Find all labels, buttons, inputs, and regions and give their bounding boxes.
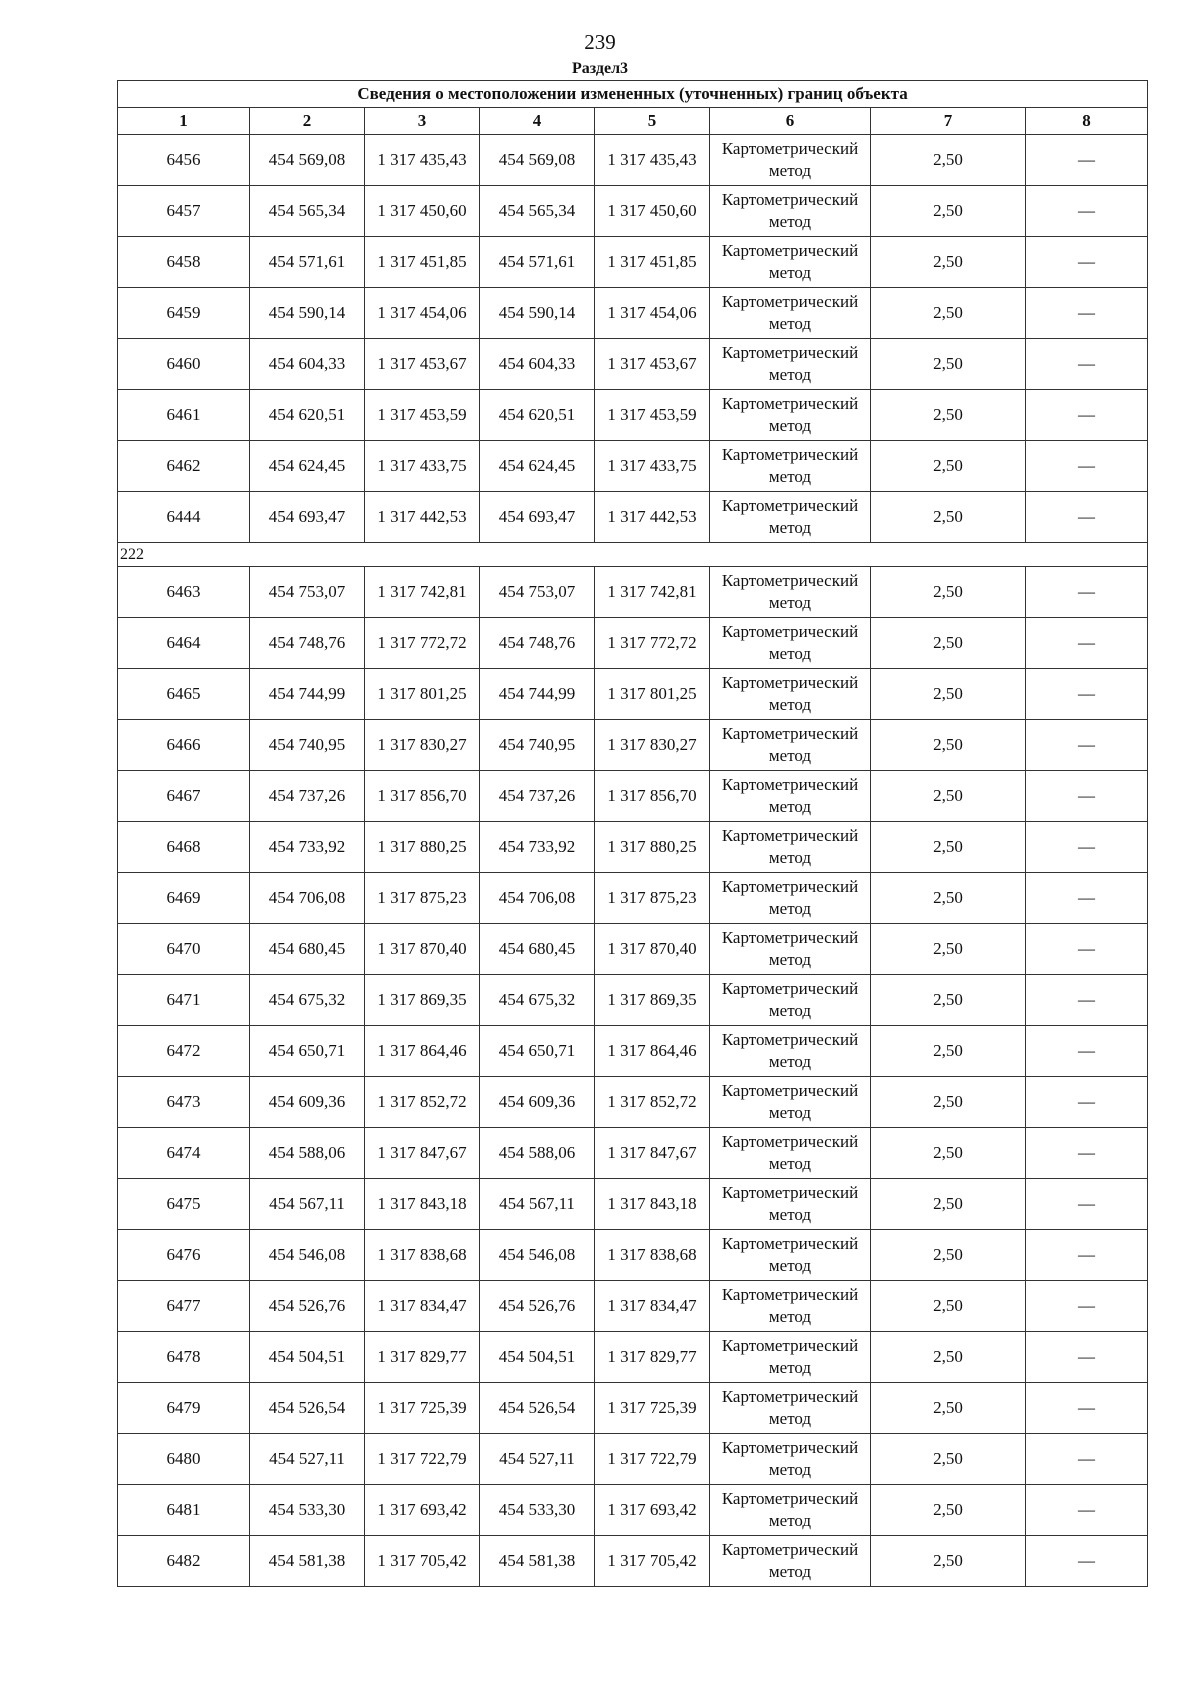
x-cell: 454 571,61 (250, 237, 365, 288)
page-number: 239 (584, 30, 616, 54)
note-cell: — (1026, 771, 1148, 822)
method-cell: Картометрический метод (710, 669, 871, 720)
point-number-cell: 6480 (118, 1434, 250, 1485)
accuracy-cell: 2,50 (871, 975, 1026, 1026)
y-cell: 1 317 801,25 (365, 669, 480, 720)
accuracy-cell: 2,50 (871, 1485, 1026, 1536)
x-cell: 454 533,30 (250, 1485, 365, 1536)
point-number-cell: 6457 (118, 186, 250, 237)
column-header: 5 (595, 108, 710, 135)
x-new-cell: 454 609,36 (480, 1077, 595, 1128)
x-cell: 454 565,34 (250, 186, 365, 237)
y-new-cell: 1 317 875,23 (595, 873, 710, 924)
x-cell: 454 569,08 (250, 135, 365, 186)
y-new-cell: 1 317 454,06 (595, 288, 710, 339)
x-cell: 454 675,32 (250, 975, 365, 1026)
table-row (118, 669, 1148, 720)
note-cell: — (1026, 288, 1148, 339)
table-row (118, 1230, 1148, 1281)
accuracy-cell: 2,50 (871, 822, 1026, 873)
table-row (118, 822, 1148, 873)
y-cell: 1 317 772,72 (365, 618, 480, 669)
y-new-cell: 1 317 830,27 (595, 720, 710, 771)
note-cell: — (1026, 822, 1148, 873)
method-cell: Картометрический метод (710, 186, 871, 237)
point-number-cell: 6477 (118, 1281, 250, 1332)
point-number-cell: 6462 (118, 441, 250, 492)
accuracy-cell: 2,50 (871, 1077, 1026, 1128)
note-cell: — (1026, 975, 1148, 1026)
point-number-cell: 6481 (118, 1485, 250, 1536)
x-new-cell: 454 680,45 (480, 924, 595, 975)
y-cell: 1 317 442,53 (365, 492, 480, 543)
note-cell: — (1026, 720, 1148, 771)
y-cell: 1 317 722,79 (365, 1434, 480, 1485)
x-new-cell: 454 526,76 (480, 1281, 595, 1332)
x-new-cell: 454 504,51 (480, 1332, 595, 1383)
y-new-cell: 1 317 856,70 (595, 771, 710, 822)
y-new-cell: 1 317 852,72 (595, 1077, 710, 1128)
x-cell: 454 693,47 (250, 492, 365, 543)
y-cell: 1 317 869,35 (365, 975, 480, 1026)
y-new-cell: 1 317 843,18 (595, 1179, 710, 1230)
table-row (118, 567, 1148, 618)
note-cell: — (1026, 186, 1148, 237)
column-header: 6 (710, 108, 871, 135)
x-cell: 454 590,14 (250, 288, 365, 339)
note-cell: — (1026, 1230, 1148, 1281)
table-row (118, 288, 1148, 339)
accuracy-cell: 2,50 (871, 771, 1026, 822)
y-cell: 1 317 847,67 (365, 1128, 480, 1179)
accuracy-cell: 2,50 (871, 1128, 1026, 1179)
note-cell: — (1026, 924, 1148, 975)
method-cell: Картометрический метод (710, 1536, 871, 1587)
column-header: 4 (480, 108, 595, 135)
accuracy-cell: 2,50 (871, 669, 1026, 720)
column-header: 7 (871, 108, 1026, 135)
method-cell: Картометрический метод (710, 339, 871, 390)
point-number-cell: 6482 (118, 1536, 250, 1587)
y-new-cell: 1 317 693,42 (595, 1485, 710, 1536)
y-new-cell: 1 317 864,46 (595, 1026, 710, 1077)
point-number-cell: 6471 (118, 975, 250, 1026)
x-new-cell: 454 624,45 (480, 441, 595, 492)
table-row (118, 924, 1148, 975)
x-cell: 454 504,51 (250, 1332, 365, 1383)
x-new-cell: 454 567,11 (480, 1179, 595, 1230)
y-cell: 1 317 693,42 (365, 1485, 480, 1536)
method-cell: Картометрический метод (710, 720, 871, 771)
accuracy-cell: 2,50 (871, 618, 1026, 669)
point-number-cell: 6470 (118, 924, 250, 975)
x-new-cell: 454 753,07 (480, 567, 595, 618)
point-number-cell: 6456 (118, 135, 250, 186)
table-row (118, 1434, 1148, 1485)
x-cell: 454 740,95 (250, 720, 365, 771)
y-new-cell: 1 317 450,60 (595, 186, 710, 237)
x-new-cell: 454 693,47 (480, 492, 595, 543)
method-cell: Картометрический метод (710, 1332, 871, 1383)
y-cell: 1 317 870,40 (365, 924, 480, 975)
x-new-cell: 454 590,14 (480, 288, 595, 339)
x-new-cell: 454 604,33 (480, 339, 595, 390)
note-cell: — (1026, 567, 1148, 618)
x-cell: 454 706,08 (250, 873, 365, 924)
note-cell: — (1026, 1077, 1148, 1128)
table-row (118, 1281, 1148, 1332)
table-body (118, 135, 1148, 1587)
x-cell: 454 624,45 (250, 441, 365, 492)
x-new-cell: 454 706,08 (480, 873, 595, 924)
y-new-cell: 1 317 847,67 (595, 1128, 710, 1179)
point-number-cell: 6472 (118, 1026, 250, 1077)
x-new-cell: 454 733,92 (480, 822, 595, 873)
table-row (118, 720, 1148, 771)
accuracy-cell: 2,50 (871, 288, 1026, 339)
point-number-cell: 6467 (118, 771, 250, 822)
y-cell: 1 317 838,68 (365, 1230, 480, 1281)
x-new-cell: 454 675,32 (480, 975, 595, 1026)
method-cell: Картометрический метод (710, 771, 871, 822)
point-number-cell: 6474 (118, 1128, 250, 1179)
table-caption: Сведения о местоположении измененных (уточненных) границ объекта (118, 81, 1148, 108)
point-number-cell: 6468 (118, 822, 250, 873)
x-new-cell: 454 748,76 (480, 618, 595, 669)
table-row (118, 1332, 1148, 1383)
y-new-cell: 1 317 705,42 (595, 1536, 710, 1587)
accuracy-cell: 2,50 (871, 1383, 1026, 1434)
y-new-cell: 1 317 725,39 (595, 1383, 710, 1434)
y-cell: 1 317 705,42 (365, 1536, 480, 1587)
x-cell: 454 650,71 (250, 1026, 365, 1077)
table-row (118, 1485, 1148, 1536)
accuracy-cell: 2,50 (871, 720, 1026, 771)
accuracy-cell: 2,50 (871, 567, 1026, 618)
point-number-cell: 6464 (118, 618, 250, 669)
y-new-cell: 1 317 829,77 (595, 1332, 710, 1383)
note-cell: — (1026, 873, 1148, 924)
note-cell: — (1026, 1332, 1148, 1383)
accuracy-cell: 2,50 (871, 492, 1026, 543)
y-new-cell: 1 317 834,47 (595, 1281, 710, 1332)
x-new-cell: 454 744,99 (480, 669, 595, 720)
x-cell: 454 744,99 (250, 669, 365, 720)
y-new-cell: 1 317 801,25 (595, 669, 710, 720)
x-cell: 454 620,51 (250, 390, 365, 441)
method-cell: Картометрический метод (710, 492, 871, 543)
note-cell: — (1026, 441, 1148, 492)
y-new-cell: 1 317 870,40 (595, 924, 710, 975)
x-new-cell: 454 571,61 (480, 237, 595, 288)
y-cell: 1 317 843,18 (365, 1179, 480, 1230)
table-row (118, 441, 1148, 492)
method-cell: Картометрический метод (710, 618, 871, 669)
group-label-row (118, 543, 1148, 567)
point-number-cell: 6460 (118, 339, 250, 390)
column-header: 3 (365, 108, 480, 135)
x-new-cell: 454 737,26 (480, 771, 595, 822)
x-cell: 454 546,08 (250, 1230, 365, 1281)
y-new-cell: 1 317 742,81 (595, 567, 710, 618)
method-cell: Картометрический метод (710, 1128, 871, 1179)
accuracy-cell: 2,50 (871, 1230, 1026, 1281)
x-cell: 454 526,76 (250, 1281, 365, 1332)
y-cell: 1 317 829,77 (365, 1332, 480, 1383)
table-row (118, 618, 1148, 669)
x-cell: 454 680,45 (250, 924, 365, 975)
method-cell: Картометрический метод (710, 924, 871, 975)
x-cell: 454 609,36 (250, 1077, 365, 1128)
x-new-cell: 454 527,11 (480, 1434, 595, 1485)
table-row (118, 492, 1148, 543)
note-cell: — (1026, 237, 1148, 288)
y-cell: 1 317 834,47 (365, 1281, 480, 1332)
table-header-row (118, 108, 1148, 135)
y-new-cell: 1 317 435,43 (595, 135, 710, 186)
method-cell: Картометрический метод (710, 1485, 871, 1536)
y-cell: 1 317 856,70 (365, 771, 480, 822)
method-cell: Картометрический метод (710, 1179, 871, 1230)
point-number-cell: 6465 (118, 669, 250, 720)
y-cell: 1 317 852,72 (365, 1077, 480, 1128)
table-row (118, 873, 1148, 924)
column-header: 2 (250, 108, 365, 135)
accuracy-cell: 2,50 (871, 390, 1026, 441)
note-cell: — (1026, 135, 1148, 186)
method-cell: Картометрический метод (710, 1383, 871, 1434)
table-row (118, 1128, 1148, 1179)
method-cell: Картометрический метод (710, 1026, 871, 1077)
x-new-cell: 454 581,38 (480, 1536, 595, 1587)
point-number-cell: 6466 (118, 720, 250, 771)
method-cell: Картометрический метод (710, 237, 871, 288)
x-cell: 454 567,11 (250, 1179, 365, 1230)
note-cell: — (1026, 492, 1148, 543)
x-cell: 454 733,92 (250, 822, 365, 873)
y-new-cell: 1 317 838,68 (595, 1230, 710, 1281)
y-new-cell: 1 317 442,53 (595, 492, 710, 543)
note-cell: — (1026, 1536, 1148, 1587)
note-cell: — (1026, 618, 1148, 669)
accuracy-cell: 2,50 (871, 1536, 1026, 1587)
table-row (118, 1026, 1148, 1077)
x-cell: 454 748,76 (250, 618, 365, 669)
x-cell: 454 527,11 (250, 1434, 365, 1485)
accuracy-cell: 2,50 (871, 873, 1026, 924)
column-header: 8 (1026, 108, 1148, 135)
x-new-cell: 454 533,30 (480, 1485, 595, 1536)
y-cell: 1 317 451,85 (365, 237, 480, 288)
point-number-cell: 6463 (118, 567, 250, 618)
table-row (118, 135, 1148, 186)
y-new-cell: 1 317 433,75 (595, 441, 710, 492)
note-cell: — (1026, 1485, 1148, 1536)
y-cell: 1 317 453,67 (365, 339, 480, 390)
y-cell: 1 317 453,59 (365, 390, 480, 441)
note-cell: — (1026, 1434, 1148, 1485)
x-new-cell: 454 740,95 (480, 720, 595, 771)
x-cell: 454 526,54 (250, 1383, 365, 1434)
accuracy-cell: 2,50 (871, 135, 1026, 186)
point-number-cell: 6476 (118, 1230, 250, 1281)
note-cell: — (1026, 669, 1148, 720)
method-cell: Картометрический метод (710, 1077, 871, 1128)
x-cell: 454 588,06 (250, 1128, 365, 1179)
x-cell: 454 604,33 (250, 339, 365, 390)
note-cell: — (1026, 339, 1148, 390)
x-new-cell: 454 565,34 (480, 186, 595, 237)
note-cell: — (1026, 1281, 1148, 1332)
x-new-cell: 454 588,06 (480, 1128, 595, 1179)
point-number-cell: 6444 (118, 492, 250, 543)
point-number-cell: 6461 (118, 390, 250, 441)
table-row (118, 1077, 1148, 1128)
accuracy-cell: 2,50 (871, 186, 1026, 237)
method-cell: Картометрический метод (710, 390, 871, 441)
note-cell: — (1026, 390, 1148, 441)
method-cell: Картометрический метод (710, 975, 871, 1026)
method-cell: Картометрический метод (710, 873, 871, 924)
note-cell: — (1026, 1383, 1148, 1434)
y-cell: 1 317 435,43 (365, 135, 480, 186)
accuracy-cell: 2,50 (871, 339, 1026, 390)
method-cell: Картометрический метод (710, 135, 871, 186)
accuracy-cell: 2,50 (871, 1332, 1026, 1383)
y-new-cell: 1 317 880,25 (595, 822, 710, 873)
y-cell: 1 317 742,81 (365, 567, 480, 618)
x-cell: 454 753,07 (250, 567, 365, 618)
x-new-cell: 454 526,54 (480, 1383, 595, 1434)
group-label: 222 (118, 543, 1148, 567)
table-row (118, 1179, 1148, 1230)
note-cell: — (1026, 1179, 1148, 1230)
method-cell: Картометрический метод (710, 1434, 871, 1485)
y-new-cell: 1 317 869,35 (595, 975, 710, 1026)
method-cell: Картометрический метод (710, 288, 871, 339)
table-row (118, 339, 1148, 390)
table-row (118, 1536, 1148, 1587)
note-cell: — (1026, 1128, 1148, 1179)
y-cell: 1 317 725,39 (365, 1383, 480, 1434)
point-number-cell: 6458 (118, 237, 250, 288)
accuracy-cell: 2,50 (871, 1179, 1026, 1230)
y-cell: 1 317 864,46 (365, 1026, 480, 1077)
table-row (118, 975, 1148, 1026)
y-cell: 1 317 875,23 (365, 873, 480, 924)
accuracy-cell: 2,50 (871, 924, 1026, 975)
accuracy-cell: 2,50 (871, 237, 1026, 288)
y-new-cell: 1 317 772,72 (595, 618, 710, 669)
x-new-cell: 454 620,51 (480, 390, 595, 441)
table-row (118, 390, 1148, 441)
point-number-cell: 6478 (118, 1332, 250, 1383)
table-row (118, 1383, 1148, 1434)
y-new-cell: 1 317 453,67 (595, 339, 710, 390)
x-new-cell: 454 650,71 (480, 1026, 595, 1077)
y-cell: 1 317 450,60 (365, 186, 480, 237)
column-header: 1 (118, 108, 250, 135)
section-title: Раздел3 (571, 60, 629, 77)
method-cell: Картометрический метод (710, 822, 871, 873)
boundary-coordinates-table (117, 80, 1148, 1587)
method-cell: Картометрический метод (710, 1230, 871, 1281)
accuracy-cell: 2,50 (871, 1281, 1026, 1332)
y-new-cell: 1 317 722,79 (595, 1434, 710, 1485)
accuracy-cell: 2,50 (871, 1026, 1026, 1077)
point-number-cell: 6479 (118, 1383, 250, 1434)
x-new-cell: 454 546,08 (480, 1230, 595, 1281)
x-cell: 454 737,26 (250, 771, 365, 822)
table-row (118, 237, 1148, 288)
accuracy-cell: 2,50 (871, 441, 1026, 492)
y-cell: 1 317 454,06 (365, 288, 480, 339)
y-cell: 1 317 830,27 (365, 720, 480, 771)
table-row (118, 771, 1148, 822)
accuracy-cell: 2,50 (871, 1434, 1026, 1485)
x-new-cell: 454 569,08 (480, 135, 595, 186)
y-new-cell: 1 317 451,85 (595, 237, 710, 288)
point-number-cell: 6473 (118, 1077, 250, 1128)
y-cell: 1 317 433,75 (365, 441, 480, 492)
method-cell: Картометрический метод (710, 1281, 871, 1332)
point-number-cell: 6469 (118, 873, 250, 924)
y-cell: 1 317 880,25 (365, 822, 480, 873)
x-cell: 454 581,38 (250, 1536, 365, 1587)
point-number-cell: 6475 (118, 1179, 250, 1230)
point-number-cell: 6459 (118, 288, 250, 339)
note-cell: — (1026, 1026, 1148, 1077)
y-new-cell: 1 317 453,59 (595, 390, 710, 441)
method-cell: Картометрический метод (710, 567, 871, 618)
method-cell: Картометрический метод (710, 441, 871, 492)
table-row (118, 186, 1148, 237)
